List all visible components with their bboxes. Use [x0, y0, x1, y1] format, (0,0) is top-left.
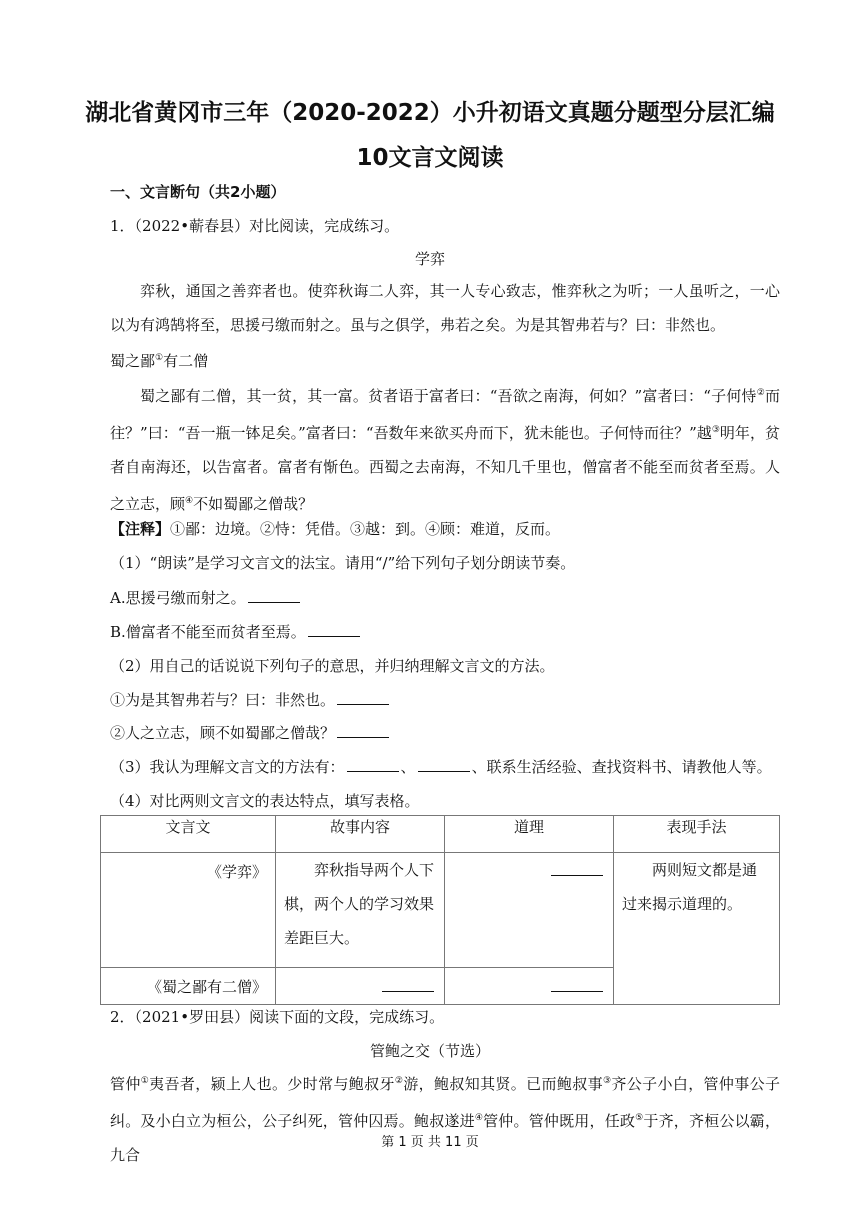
q2-text-b: 夷吾者，颍上人也。少时常与鲍叔牙	[149, 1075, 395, 1093]
answer-blank[interactable]	[551, 977, 603, 992]
p2-text-b: 而往？”曰：“吾一瓶一钵足矣。”富者曰：“吾数年来欲买舟而下，犹未能也。子何恃而往？”越	[110, 387, 780, 442]
separator: 、	[400, 758, 416, 776]
header-cell: 文言文	[101, 816, 276, 853]
footnote-mark: ④	[185, 496, 194, 506]
footnote-mark: ①	[155, 353, 164, 363]
footnote-mark: ⑤	[635, 1113, 644, 1123]
row2-content	[276, 968, 445, 1005]
sub-question-2-2	[110, 722, 391, 743]
footnote-mark: ①	[140, 1076, 150, 1086]
row2-name: 《蜀之鄙有二僧》	[101, 968, 276, 1005]
sub-question-2-2-text: ②人之立志，顾不如蜀鄙之僧哉？	[110, 724, 336, 742]
doc-title-line1: 湖北省黄冈市三年（2020-2022）小升初语文真题分题型分层汇编	[85, 100, 775, 126]
row2-reason	[445, 968, 614, 1005]
answer-blank[interactable]	[248, 588, 300, 603]
sub-question-1a	[110, 587, 302, 608]
p2-text-d: 不如蜀鄙之僧哉？	[193, 495, 314, 513]
footnote-mark: ②	[756, 388, 765, 398]
passage1-title: 学弈	[414, 250, 445, 268]
passage2-title-a: 蜀之鄙	[110, 352, 156, 370]
passage2-title	[110, 350, 208, 371]
sub-question-1b	[110, 621, 362, 642]
sub-question-1a-text: A.思援弓缴而射之。	[110, 589, 246, 607]
passage2-title-b: 有二僧	[163, 352, 209, 370]
answer-blank[interactable]	[337, 723, 389, 738]
p2-text-c: 明年，贫者自南海还，以告富者。富者有惭色。西蜀之去南海，不知几千里也，僧富者不能至而贫者至焉。人之立志，顾	[110, 424, 780, 513]
q1-intro: 1．（2022•蕲春县）对比阅读，完成练习。	[110, 217, 400, 235]
header-cell: 表现手法	[614, 816, 780, 853]
table-row	[101, 853, 780, 968]
sub-question-3-text-a: （3）我认为理解文言文的方法有：	[110, 758, 345, 776]
answer-blank[interactable]	[551, 861, 603, 876]
annotation-label: 【注释】	[110, 520, 171, 538]
q2-text-a: 管仲	[110, 1075, 141, 1093]
sub-question-3-text-b: 、联系生活经验、查找资料书、请教他人等。	[471, 758, 772, 776]
q2-passage-title: 管鲍之交（节选）	[369, 1042, 490, 1060]
footnote-mark: ③	[602, 1076, 612, 1086]
passage1-text: 弈秋，通国之善弈者也。使弈秋诲二人弈，其一人专心致志，惟弈秋之为听；一人虽听之，一心以为有鸿鹄将至，思援弓缴而射之。虽与之俱学，弗若之矣。为是其智弗若与？曰：非然也。	[110, 282, 780, 334]
row1-content: 弈秋指导两个人下棋，两个人的学习效果差距巨大。	[276, 853, 445, 968]
q2-text-c: 游，鲍叔知其贤。已而鲍叔事	[403, 1075, 603, 1093]
answer-blank[interactable]	[418, 757, 470, 772]
section-heading: 一、文言断句（共2小题）	[110, 183, 286, 201]
answer-blank[interactable]	[347, 757, 399, 772]
method-cell: 两则短文都是通过来揭示道理的。	[614, 853, 780, 1005]
table-header-row	[101, 816, 780, 853]
doc-title-line2: 10文言文阅读	[356, 145, 504, 171]
page-footer: 第 1 页 共 11 页	[381, 1135, 479, 1150]
q2-text-d: 齐公子小白，管仲事公子纠。及小白立为桓公，公子纠死，管仲囚焉。鲍叔遂进	[110, 1075, 780, 1130]
answer-blank[interactable]	[308, 622, 360, 637]
header-cell: 道理	[445, 816, 614, 853]
sub-question-2-1-text: ①为是其智弗若与？曰：非然也。	[110, 691, 336, 709]
sub-question-4: （4）对比两则文言文的表达特点，填写表格。	[110, 792, 420, 810]
passage2-text	[110, 376, 780, 521]
q2-intro: 2．（2021•罗田县）阅读下面的文段，完成练习。	[110, 1008, 445, 1026]
sub-question-1b-text: B.僧富者不能至而贫者至焉。	[110, 623, 306, 641]
sub-question-1: （1）“朗读”是学习文言文的法宝。请用“/”给下列句子划分朗读节奏。	[110, 554, 576, 572]
sub-question-3	[110, 756, 772, 777]
comparison-table	[100, 815, 780, 1005]
p2-text-a: 蜀之鄙有二僧，其一贫，其一富。贫者语于富者曰：“吾欲之南海，何如？”富者曰：“子何恃	[140, 387, 757, 405]
annotation-text: ①鄙：边境。②恃：凭借。③越：到。④顾：难道，反而。	[170, 520, 561, 538]
header-cell: 故事内容	[276, 816, 445, 853]
row1-name: 《学弈》	[101, 853, 276, 968]
row1-reason	[445, 853, 614, 968]
footnote-mark: ④	[474, 1113, 484, 1123]
footnote-mark: ③	[711, 425, 720, 435]
footnote-mark: ②	[394, 1076, 404, 1086]
q2-passage-text	[110, 1064, 780, 1172]
q2-text-e: 管仲。管仲既用，任政	[483, 1112, 636, 1130]
answer-blank[interactable]	[382, 977, 434, 992]
sub-question-2: （2）用自己的话说说下列句子的意思，并归纳理解文言文的方法。	[110, 657, 555, 675]
q2-text-f: 于齐，齐桓公以霸，九合	[110, 1112, 780, 1164]
sub-question-2-1	[110, 689, 391, 710]
annotation	[110, 518, 560, 539]
answer-blank[interactable]	[337, 690, 389, 705]
